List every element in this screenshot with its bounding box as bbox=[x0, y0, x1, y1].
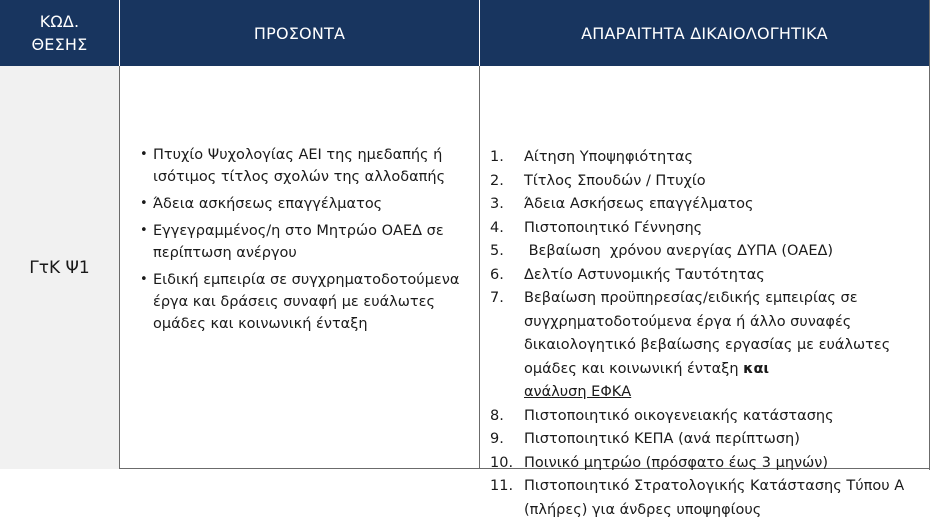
document-item: 1. Αίτηση Υποψηφιότητας bbox=[490, 149, 694, 165]
table-header bbox=[0, 0, 930, 66]
documents-list bbox=[490, 146, 920, 522]
document-item: 9. Πιστοποιητικό ΚΕΠΑ (ανά περίπτωση) bbox=[490, 431, 800, 447]
document-item: 6. Δελτίο Αστυνομικής Ταυτότητας bbox=[490, 266, 765, 283]
qualification-item: • Ειδική εμπειρία σε συγχρηματοδοτούμενα έργα και δράσεις συναφή με ευάλωτες ομάδες και κοινωνική ένταξη bbox=[132, 269, 467, 335]
qualification-item: • Άδεια ασκήσεως επαγγέλματος bbox=[132, 193, 467, 215]
efka-analysis: ανάλυση ΕΦΚΑ bbox=[524, 384, 632, 400]
qualification-item: • Πτυχίο Ψυχολογίας ΑΕΙ της ημεδαπής ή ισότιμος τίτλος σχολών της αλλοδαπής bbox=[132, 144, 467, 188]
bold-and: και bbox=[743, 360, 770, 377]
document-item: 10. Ποινικό μητρώο (πρόσφατο έως 3 μηνών) bbox=[490, 454, 829, 471]
document-item: 7. Βεβαίωση προϋπηρεσίας/ειδικής εμπειρίας σε συγχρηματοδοτούμενα έργα ή άλλο συναφές δικαιολογητικό βεβαίωσης εργασίας με ευάλωτες ομάδες και κοινωνική ένταξη και ανάλυση ΕΦΚΑ bbox=[490, 290, 891, 400]
header-required-documents: ΑΠΑΡΑΙΤΗΤΑ ΔΙΚΑΙΟΛΟΓΗΤΙΚΑ bbox=[581, 23, 828, 43]
document-item: 5. Βεβαίωση χρόνου ανεργίας ΔΥΠΑ (ΟΑΕΔ) bbox=[490, 243, 834, 259]
document-item: 4. Πιστοποιητικό Γέννησης bbox=[490, 219, 703, 236]
document-item: 2. Τίτλος Σπουδών / Πτυχίο bbox=[490, 172, 706, 189]
document-item: 3. Άδεια Ασκήσεως επαγγέλματος bbox=[490, 196, 754, 212]
document-item: 8. Πιστοποιητικό οικογενειακής κατάστασης bbox=[490, 407, 834, 424]
qualification-item: • Εγγεγραμμένος/η στο Μητρώο ΟΑΕΔ σε περίπτωση ανέργου bbox=[132, 220, 467, 264]
header-qualifications: ΠΡΟΣΟΝΤΑ bbox=[253, 23, 346, 43]
qualifications-list bbox=[132, 144, 467, 340]
header-position-code: ΚΩΔ. ΘΕΣΗΣ bbox=[31, 12, 88, 54]
document-item: 11. Πιστοποιητικό Στρατολογικής Κατάστασης Τύπου Α (πλήρες) για άνδρες υποψηφίους bbox=[490, 478, 905, 518]
position-code: ΓτΚ Ψ1 bbox=[0, 66, 119, 469]
table-row bbox=[0, 66, 930, 518]
